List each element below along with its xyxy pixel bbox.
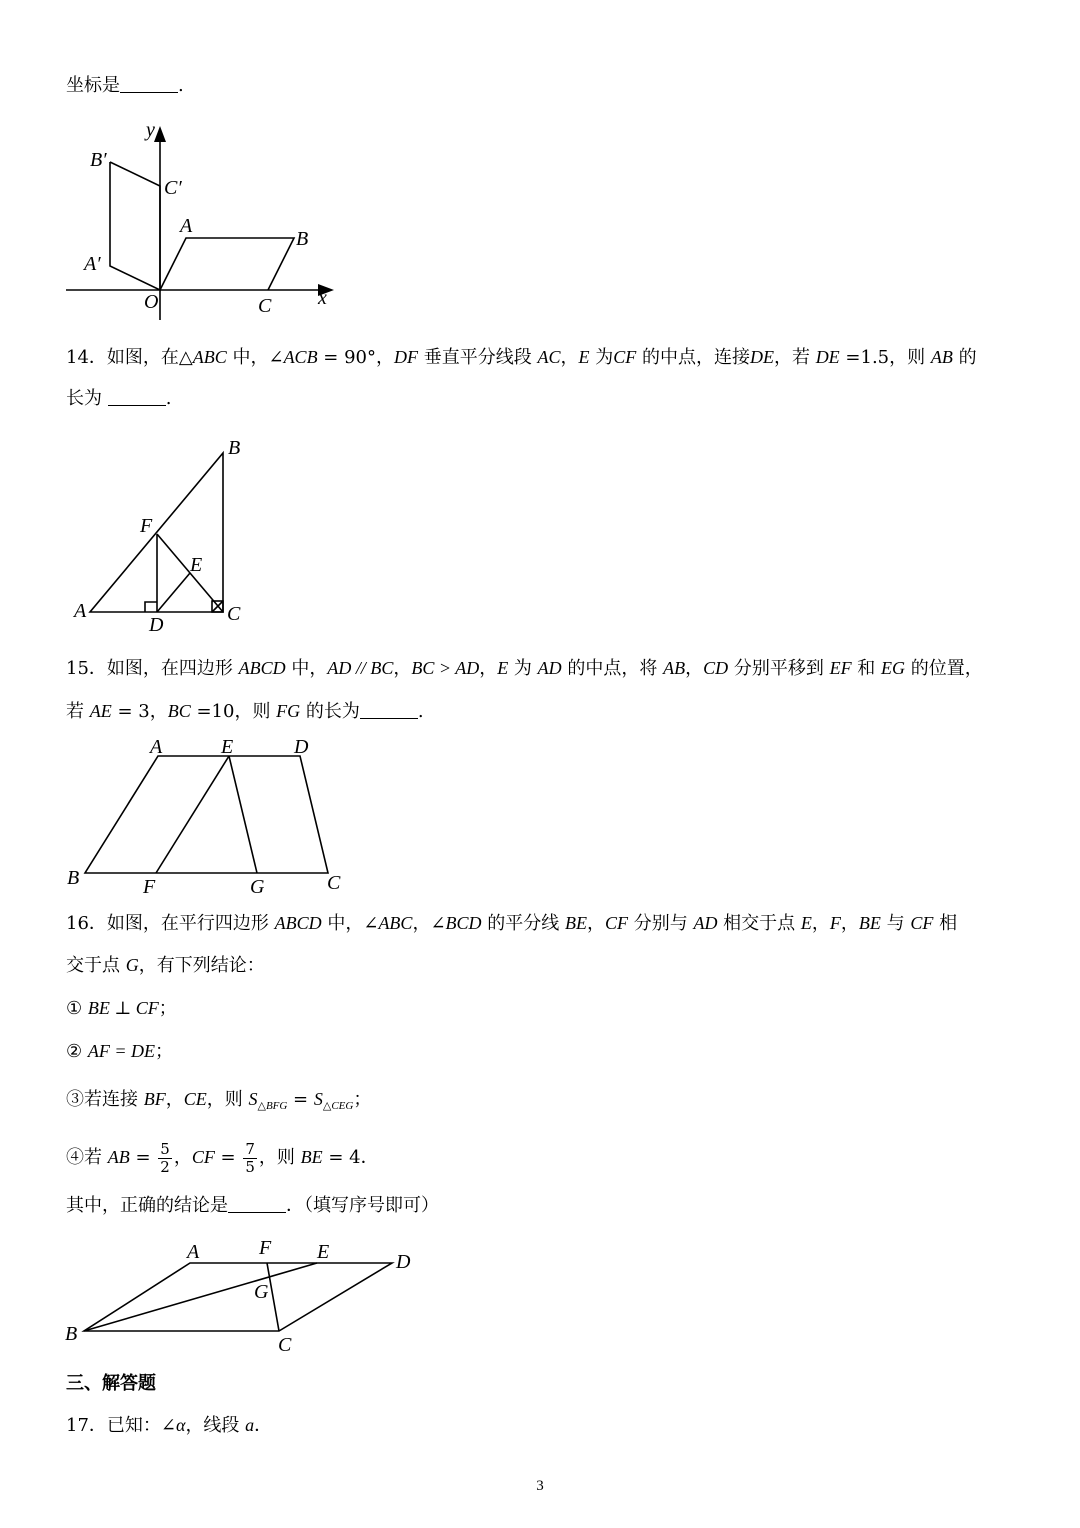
- label-E: E: [317, 1241, 330, 1263]
- question-14: 14．如图，在△ABC 中，∠ACB = 90°，DF 垂直平分线段 AC，E 为CF 的中点，连接DE，若 DE =1.5，则 AB 的: [66, 347, 977, 368]
- label-B-prime: B′: [90, 149, 107, 171]
- question-14-line2: 长为 .: [66, 388, 172, 409]
- label-F: F: [143, 876, 156, 898]
- question-16-answer-line: 其中，正确的结论是 ．（填写序号即可）: [66, 1195, 439, 1216]
- label-C: C: [258, 295, 272, 317]
- label-B: B: [228, 437, 241, 459]
- label-A: A: [74, 600, 87, 622]
- label-B: B: [296, 228, 309, 250]
- label-C: C: [227, 603, 241, 625]
- label-B: B: [65, 1323, 78, 1345]
- section-heading: 三、解答题: [66, 1373, 156, 1394]
- question-16-line2: 交于点 G，有下列结论：: [66, 955, 265, 976]
- label-A-prime: A′: [84, 253, 101, 275]
- label-y: y: [146, 119, 155, 141]
- label-A: A: [150, 736, 163, 758]
- label-D: D: [294, 736, 309, 758]
- fraction-five-halves: $\frac{5}{2}$: [160, 1139, 170, 1176]
- label-O: O: [144, 291, 159, 313]
- label-A: A: [180, 215, 193, 237]
- question-17: 17．已知：∠α，线段 a．: [66, 1415, 273, 1436]
- label-G: G: [254, 1281, 269, 1303]
- conclusion-3: ③若连接 BF，CE，则 $S_{\triangle BFG} = S_{\triangle CEG}$；: [66, 1089, 372, 1112]
- label-D: D: [396, 1251, 411, 1273]
- label-D: D: [149, 614, 164, 636]
- answer-line-q13: 坐标是 .: [66, 75, 184, 96]
- label-G: G: [250, 876, 265, 898]
- question-15: 15．如图，在四边形 ABCD 中，AD // BC，BC > AD，E 为 AD 的中点，将 AB，CD 分别平移到 EF 和 EG 的位置，: [66, 658, 983, 679]
- label-F: F: [259, 1237, 272, 1259]
- question-16: 16．如图，在平行四边形 ABCD 中，∠ABC，∠BCD 的平分线 BE，CF 分别与 AD 相交于点 E，F，BE 与 CF 相: [66, 913, 958, 934]
- conclusion-2: ② AF = DE；: [66, 1041, 173, 1062]
- question-15-line2: 若 AE = 3，BC =10，则 FG 的长为 .: [66, 701, 424, 722]
- label-E: E: [190, 554, 203, 576]
- label-C: C: [327, 872, 341, 894]
- page-number: 3: [536, 1478, 544, 1494]
- label-A: A: [187, 1241, 200, 1263]
- fraction-seven-fifths: $\frac{7}{5}$: [245, 1139, 255, 1176]
- label-C: C: [278, 1334, 292, 1356]
- conclusion-1: ① BE ⊥ CF；: [66, 998, 177, 1019]
- label-E: E: [221, 736, 234, 758]
- label-F: F: [140, 515, 153, 537]
- label-C-prime: C′: [164, 177, 182, 199]
- label-x: x: [318, 287, 327, 309]
- label-B: B: [67, 867, 80, 889]
- conclusion-4: ④若 AB = $\frac{5}{2}$ ，CF = $\frac{7}{5}$ ，则 BE = 4．: [66, 1139, 379, 1176]
